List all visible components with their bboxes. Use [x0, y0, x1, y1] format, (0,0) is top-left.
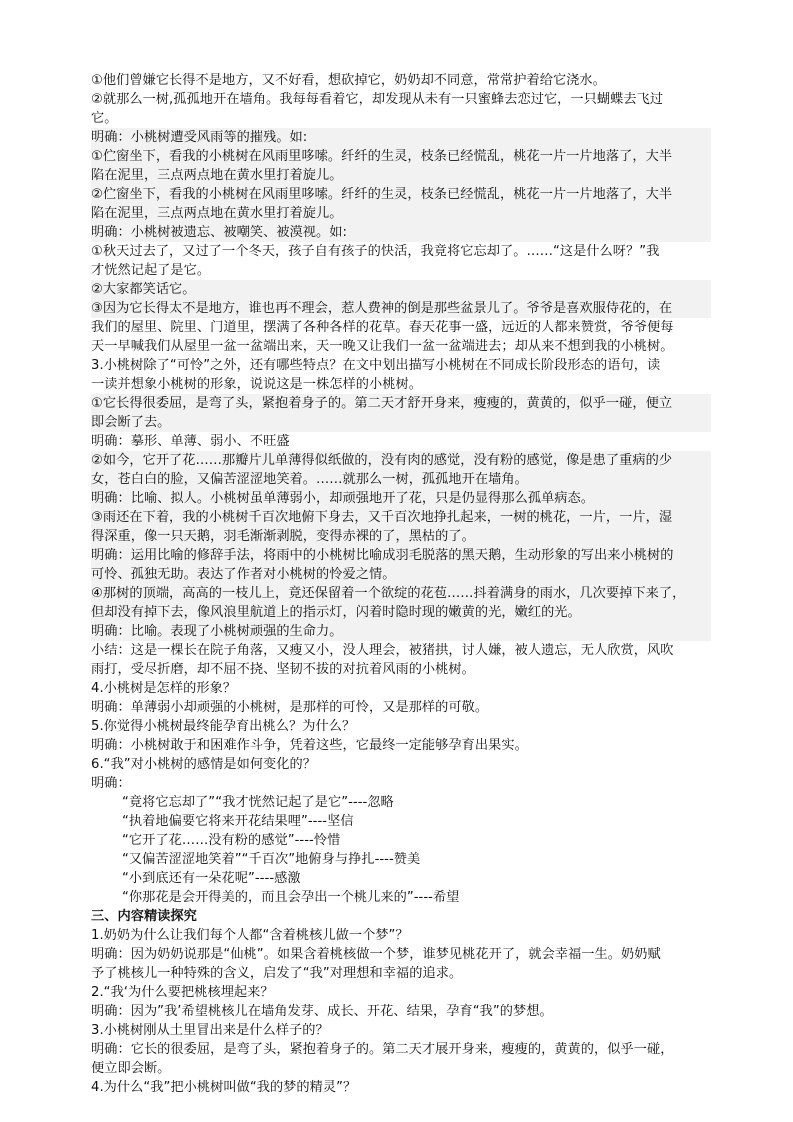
text-line: 可怜、孤独无助。表达了作者对小桃树的怜爱之情。 [91, 565, 711, 584]
text-line: ①秋天过去了，又过了一个冬天，孩子自有孩子的快活，我竟将它忘却了。……“这是什么呀？”我 [91, 244, 660, 259]
text-line: “执着地偏要它将来开花结果哩”----坚信 [122, 814, 354, 829]
text-line: 一读并想象小桃树的形象，说说这是一株怎样的小桃树。 [91, 377, 422, 392]
text-line: 明确：它长的很委屈，是弯了头，紧抱着身子的。第二天才展开身来，瘦瘦的，黄黄的，似乎一碰， [91, 1042, 674, 1057]
text-line: 雨打，受尽折磨，却不屈不挠、坚韧不拔的对抗着风雨的小桃树。 [91, 662, 475, 677]
text-line: 女，苍白白的脸，又偏苦涩涩地笑着。……就那么一树，孤孤地开在墙角。 [91, 470, 711, 489]
text-line: ①他们曾嫌它长得不是地方，又不好看，想砍掉它，奶奶却不同意，常常护着给它浇水。 [91, 73, 606, 88]
text-line: 3.小桃树除了“可怜”之外，还有哪些特点？在文中划出描写小桃树在不同成长阶段形态的语句，读 [91, 358, 661, 373]
text-line: 3.小桃树刚从土里冒出来是什么样子的？ [91, 1023, 329, 1038]
text-line: 明确： [91, 776, 131, 791]
text-line: 1.奶奶为什么让我们每个人都“含着桃核儿做一个梦”？ [91, 928, 409, 943]
text-line: 明确：单薄弱小却顽强的小桃树，是那样的可怜，又是那样的可敬。 [91, 700, 489, 715]
text-line: ②如今，它开了花……那瓣片儿单薄得似纸做的，没有肉的感觉，没有粉的感觉，像是患了重病的少 [91, 451, 711, 470]
text-line: ①它长得很委屈，是弯了头，紧抱着身子的。第二天才舒开身来，瘦瘦的，黄黄的，似乎一碰，便立 [91, 394, 711, 413]
text-line: “竟将它忘却了”“我才恍然记起了是它”----忽略 [122, 795, 394, 810]
text-line: 即会断了去。 [91, 413, 711, 432]
text-line: 5.你觉得小桃树最终能孕育出桃么？为什么？ [91, 719, 356, 734]
text-line: 得深重，像一只天鹅，羽毛渐渐剥脱，变得赤裸的了，黑枯的了。 [91, 527, 711, 546]
text-line: “小到底还有一朵花呢”----感激 [122, 871, 301, 886]
text-line: 6.“我”对小桃树的感情是如何变化的？ [91, 757, 317, 772]
section-heading: 三、内容精读探究 [91, 909, 197, 924]
text-line: ②就那么一树,孤孤地开在墙角。我每每看着它，却发现从未有一只蜜蜂去恋过它，一只蝴蝶去飞过 [91, 92, 664, 107]
text-line: ②伫窗坐下，看我的小桃树在风雨里哆嗦。纤纤的生灵，枝条已经慌乱，桃花一片一片地落了，大半 [91, 185, 711, 204]
text-line: “又偏苦涩涩地笑着”“千百次”地俯身与挣扎----赞美 [122, 852, 421, 867]
text-line: 2.“我‘为什么要把桃核埋起来？ [91, 985, 274, 1000]
text-line: 陷在泥里，三点两点地在黄水里打着旋儿。 [91, 204, 711, 223]
text-line: 明确：小桃树敢于和困难作斗争，凭着这些，它最终一定能够孕育出果实。 [91, 738, 528, 753]
text-line: 便立即会断。 [91, 1061, 171, 1076]
text-line: 天一早喊我们从屋里一盆一盆端出来，天一晚又让我们一盆一盆端进去；却从来不想到我的小桃树。 [91, 339, 674, 354]
text-line: 明确：小桃树被遗忘、被嘲笑、被漠视。如: [91, 223, 711, 242]
text-line: 才恍然记起了是它。 [91, 263, 211, 278]
text-line: 明确：小桃树遭受风雨等的摧残。如: [91, 128, 711, 147]
text-line: 4.小桃树是怎样的形象？ [91, 681, 237, 696]
text-line: 但却没有掉下去，像风浪里航道上的指示灯，闪着时隐时现的嫩黄的光，嫩红的光。 [91, 603, 711, 622]
text-line: ①伫窗坐下，看我的小桃树在风雨里哆嗦。纤纤的生灵，枝条已经慌乱，桃花一片一片地落了，大半 [91, 147, 711, 166]
text-line: ②大家都笑话它。 [91, 280, 711, 299]
text-line: 明确：因为奶奶说那是“仙桃”。如果含着桃核做一个梦，谁梦见桃花开了，就会幸福一生。奶奶赋 [91, 947, 661, 962]
text-line: 它。 [91, 111, 118, 126]
text-line: 明确：运用比喻的修辞手法，将雨中的小桃树比喻成羽毛脱落的黑天鹅，生动形象的写出来小桃树的 [91, 546, 711, 565]
text-line: “你那花是会开得美的，而且会孕出一个桃儿来的”----希望 [122, 890, 460, 905]
text-line: 明确：比喻。表现了小桃树顽强的生命力。 [91, 622, 711, 641]
text-line: ④那树的顶端，高高的一枝儿上，竟还保留着一个欲绽的花苞……抖着满身的雨水，几次要掉下来了， [91, 584, 711, 603]
text-line: 明确：摹形、单薄、弱小、不旺盛 [91, 434, 290, 449]
text-line: 明确：因为”我’希望桃核儿在墙角发芽、成长、开花、结果，孕育“我”的梦想。 [91, 1004, 553, 1019]
document-body [91, 71, 711, 1097]
text-line: 4.为什么“我”把小桃树叫做“我的梦的精灵”？ [91, 1080, 357, 1095]
text-line: ③雨还在下着，我的小桃树千百次地俯下身去，又千百次地挣扎起来，一树的桃花，一片，一片，湿 [91, 508, 711, 527]
text-line: 小结：这是一棵长在院子角落，又瘦又小，没人理会，被猪拱，讨人嫌，被人遗忘，无人欣赏，风吹 [91, 643, 674, 658]
text-line: ③因为它长得太不是地方，谁也再不理会，惹人费神的倒是那些盆景儿了。爷爷是喜欢服侍花的，在 [91, 299, 711, 318]
text-line: 我们的屋里、院里、门道里，摆满了各种各样的花草。春天花事一盛，远近的人都来赞赏，爷爷便每 [91, 320, 674, 335]
text-line: 陷在泥里，三点两点地在黄水里打着旋儿。 [91, 166, 711, 185]
text-line: 予了桃核儿一种特殊的含义，启发了“我”对理想和幸福的追求。 [91, 966, 463, 981]
text-line: 明确：比喻、拟人。小桃树虽单薄弱小，却顽强地开了花，只是仍显得那么孤单病态。 [91, 489, 711, 508]
text-line: “它开了花……没有粉的感觉”----怜惜 [122, 833, 341, 848]
